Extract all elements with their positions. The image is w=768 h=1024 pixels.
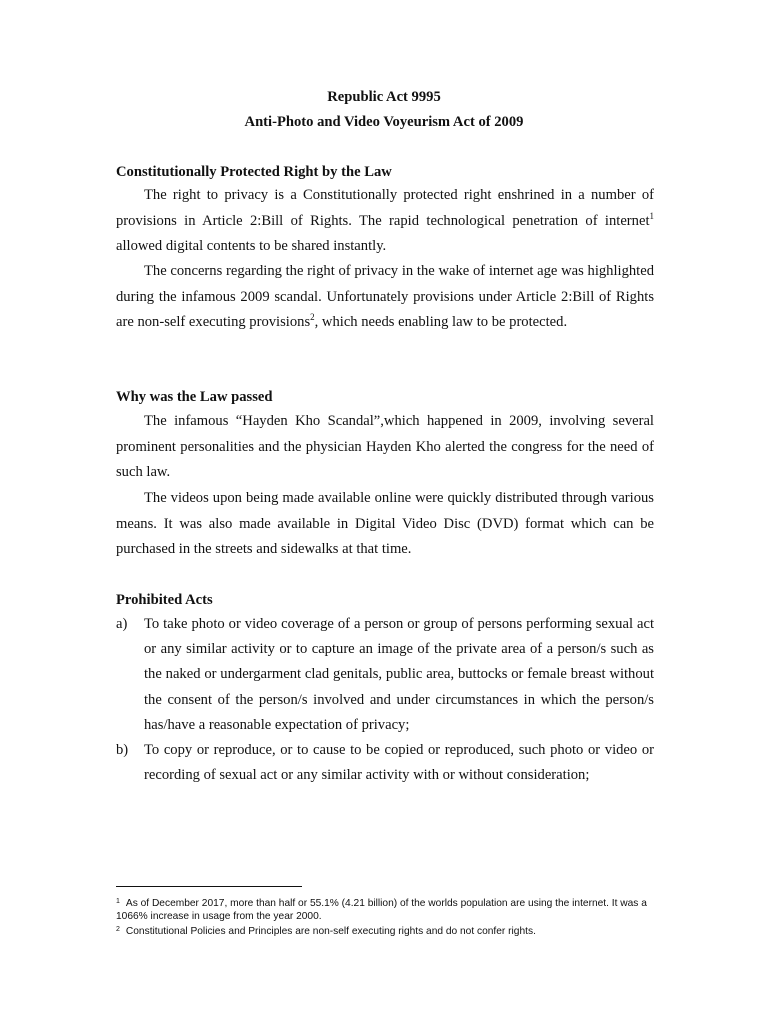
section-heading-constitutional-right: Constitutionally Protected Right by the Law: [116, 164, 392, 180]
section-heading-why-law-passed: Why was the Law passed: [116, 389, 273, 405]
prohibited-acts-list: [116, 612, 654, 788]
paragraph-text: allowed digital contents to be shared instantly.: [116, 238, 387, 254]
paragraph-text: The right to privacy is a Constitutionally protected right enshrined in a number of provisions in Article 2:Bill of Rights. The rapid technological penetration of internet: [116, 187, 654, 229]
footnote-text: Constitutional Policies and Principles are non-self executing rights and do not confer rights.: [125, 926, 536, 937]
footnote-2: [116, 923, 654, 938]
footnote-text: As of December 2017, more than half or 55.1% (4.21 billion) of the worlds population are using the internet. It was a 1066% increase in usage from the year 2000.: [116, 898, 647, 922]
footnote-mark: 2: [116, 926, 120, 933]
list-item-text: To copy or reproduce, or to cause to be copied or reproduced, such photo or video or recording of sexual act or any similar activity with or without consideration;: [144, 742, 654, 784]
footnote-1: [116, 895, 654, 923]
footnote-reference-1[interactable]: 1: [649, 210, 654, 221]
document-title: Republic Act 9995: [327, 89, 441, 105]
document-subtitle: Anti-Photo and Video Voyeurism Act of 2009: [244, 114, 524, 130]
section-heading-prohibited-acts: Prohibited Acts: [116, 592, 213, 608]
paragraph-privacy-concerns: [116, 259, 654, 336]
footnote-separator: [116, 886, 302, 887]
list-item-text: To take photo or video coverage of a person or group of persons performing sexual act or any similar activity or to capture an image of the private area of a person/s such as the naked or undergarment clad genitals, public area, buttocks or female breast without the consent of the person/s involved and under circumstances in which the person/s has/have a reasonable expectation of privacy;: [144, 616, 654, 733]
paragraph-hayden-kho-scandal: The infamous “Hayden Kho Scandal”,which happened in 2009, involving several prominent personalities and the physician Hayden Kho alerted the congress for the need of such law.: [116, 413, 654, 480]
footnote-mark: 1: [116, 898, 120, 905]
list-item: [116, 612, 654, 738]
footnote-reference-2[interactable]: 2: [310, 312, 315, 322]
paragraph-video-distribution: The videos upon being made available online were quickly distributed through various means. It was also made available in Digital Video Disc (DVD) format which can be purchased in the streets and sidewalks at that time.: [116, 490, 654, 557]
footnotes: [116, 895, 654, 938]
paragraph-right-to-privacy: [116, 183, 654, 260]
list-item-marker: b): [116, 742, 129, 759]
paragraph-text: , which needs enabling law to be protected.: [314, 314, 568, 330]
paragraph-text: The concerns regarding the right of privacy in the wake of internet age was highlighted during the infamous 2009 scandal. Unfortunately provisions under Article 2:Bill of Rights are non-self executing provisions: [116, 263, 654, 330]
list-item-marker: a): [116, 616, 128, 632]
list-item: [116, 738, 654, 788]
